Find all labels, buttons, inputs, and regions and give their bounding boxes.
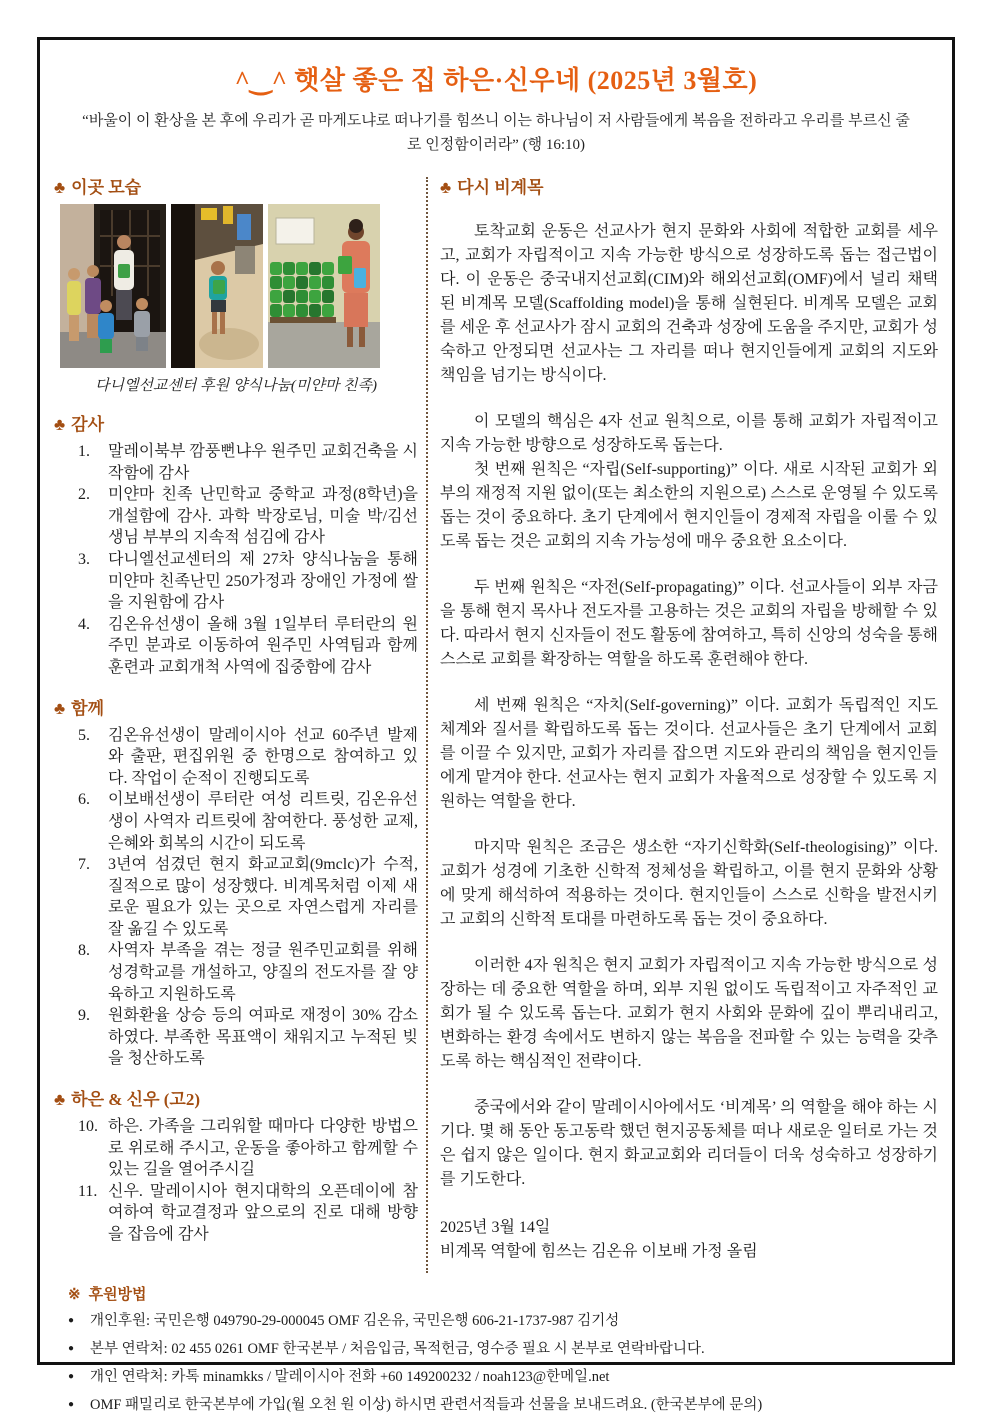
section-title-local-scenes: ♣ 이곳 모습: [54, 178, 142, 197]
support-info-item: [68, 1395, 940, 1416]
support-info-list: [68, 1311, 940, 1416]
prayer-item: [78, 1005, 418, 1070]
letter-date: 2025년 3월 14일: [440, 1219, 551, 1236]
support-info-text: 본부 연락처: 02 455 0261 OMF 한국본부 / 처음입금, 목적헌금, 영수증 필요 시 본부로 연락바랍니다.: [90, 1341, 705, 1358]
section-kids: [54, 1085, 418, 1246]
clover-icon: ♣: [440, 178, 452, 197]
clover-icon: ♣: [54, 1090, 66, 1110]
prayer-item-text: 사역자 부족을 겪는 정글 원주민교회를 위해 성경학교를 개설하고, 양질의 전도자를 잘 양육하고 지원하도록: [108, 942, 418, 1003]
prayer-item: [78, 549, 418, 614]
prayer-item-text: 3년여 섬겼던 현지 화교교회(9mclc)가 수적, 질적으로 많이 성장했다. 비계목처럼 이제 새로운 필요가 있는 곳으로 자연스럽게 자리를 잘 옮길 수 있도록: [108, 856, 418, 938]
clover-icon: ♣: [54, 698, 66, 718]
bullet-icon: ●: [68, 1399, 75, 1411]
prayer-item-number: 11.: [78, 1182, 98, 1200]
bullet-icon: ●: [68, 1315, 75, 1326]
photo-strip: [60, 204, 418, 368]
prayer-item-number: 1.: [78, 443, 90, 460]
prayer-item: [78, 1181, 418, 1246]
newsletter-page-frame: [37, 37, 955, 1414]
prayer-item-number: 8.: [78, 942, 90, 960]
prayer-item: [78, 1116, 418, 1181]
column-divider: [426, 177, 428, 1273]
right-column: [440, 173, 940, 1279]
reference-mark-icon: ※: [68, 1287, 81, 1303]
prayer-item: [78, 614, 418, 679]
prayer-item-number: 2.: [78, 486, 90, 504]
prayer-item-text: 김온유선생이 올해 3월 1일부터 루터란의 원주민 분과로 이동하여 원주민 사역팀과 함께 훈련과 교회개척 사역에 집중함에 감사: [108, 615, 418, 676]
support-info-text: 개인 연락처: 카톡 minamkks / 말레이시아 전화 +60 149200232 / noah123@한메일.net: [90, 1369, 610, 1386]
prayer-item-text: 김온유선생이 말레이시아 선교 60주년 발제와 출판, 편집위원 중 한명으로 참여하고 있다. 작업이 순적이 진행되도록: [108, 726, 418, 787]
photo-children-doorway: [60, 204, 166, 368]
prayer-item-text: 하은. 가족을 그리워할 때마다 다양한 방법으로 위로해 주시고, 운동을 좋아하고 함께할 수 있는 길을 열어주시길: [108, 1118, 418, 1179]
two-column-body: [52, 173, 940, 1279]
section-local-scenes: [54, 173, 418, 395]
scaffolding-paragraphs: [440, 220, 938, 1192]
prayer-item-text: 원화환율 상승 등의 여파로 재정이 30% 감소하였다. 부족한 목표액이 채워지고 누적된 빚을 청산하도록: [108, 1007, 418, 1068]
body-paragraph: 이 모델의 핵심은 4자 선교 원칙으로, 이를 통해 교회가 자립적이고 지속 가능한 방향으로 성장하도록 돕는다.: [440, 413, 938, 454]
prayer-item: [78, 441, 418, 484]
section-together: [54, 694, 418, 1071]
prayer-item: [78, 854, 418, 940]
support-info-item: [68, 1367, 940, 1388]
prayer-item-text: 다니엘선교센터의 제 27차 양식나눔을 통해 미얀마 친족난민 250가정과 장애인 가정에 쌀을 지원함에 감사: [108, 550, 418, 612]
prayer-item-text: 신우. 말레이시아 현지대학의 오픈데이에 참여하여 학교결정과 앞으로의 진로 대해 방향을 잡음에 감사: [108, 1182, 418, 1243]
section-title-together: ♣ 함께: [54, 698, 105, 718]
prayer-item-number: 7.: [78, 856, 90, 874]
support-info-text: OMF 패밀리로 한국본부에 가입(월 오천 원 이상) 하시면 관련서적들과 선물을 보내드려요. (한국본부에 문의): [90, 1397, 763, 1414]
photo-caption: 다니엘선교센터 후원 양식나눔(미얀마 친족): [94, 378, 378, 394]
bullet-icon: ●: [68, 1371, 75, 1383]
section-title-scaffolding: ♣ 다시 비계목: [440, 178, 544, 197]
prayer-item-number: 3.: [78, 550, 90, 568]
thanks-list: [54, 441, 418, 679]
body-paragraph: 첫 번째 원칙은 “자립(Self-supporting)” 이다. 새로 시작된 교회가 외부의 재정적 지원 없이(또는 최소한의 지원으로) 스스로 운영될 수 있도록 돕는 것이 중요하다. 초기 단계에서 현지인들이 경제적 자립을 이룰 수 있도록 돕는 것은 교회의 지속 가능성에 매우 중요한 요소이다.: [440, 461, 938, 550]
letter-signature: 비계목 역할에 힘쓰는 김온유 이보배 가정 올림: [440, 1243, 758, 1260]
prayer-item: [78, 940, 418, 1005]
body-paragraph: 토착교회 운동은 선교사가 현지 문화와 사회에 적합한 교회를 세우고, 교회가 자립적이고 지속 가능한 방식으로 성장하도록 돕는 접근법이다. 이 운동은 중국내지선교회(CIM)와 해외선교회(OMF)에서 널리 채택된 비계목 모델(Scaffolding model)을 통해 실현된다. 비계목 모델은 교회를 세운 후 선교사가 잠시 교회의 건축과 성장에 도움을 주지만, 교회가 성숙하고 안정되면 선교사는 그 자리를 떠나 현지인들에게 교회의 지도와 책임을 넘기는 방식이다.: [440, 223, 938, 384]
bullet-icon: ●: [68, 1343, 75, 1355]
support-info-text: 개인후원: 국민은행 049790-29-000045 OMF 김온유, 국민은행 606-21-1737-987 김기성: [90, 1313, 620, 1329]
section-title-kids: ♣ 하은 & 신우 (고2): [54, 1090, 200, 1110]
prayer-item-text: 말레이북부 깜풍뻔냐우 원주민 교회건축을 시작함에 감사: [108, 443, 418, 482]
support-info-item: [68, 1311, 940, 1332]
prayer-item-number: 9.: [78, 1007, 90, 1025]
body-paragraph: 중국에서와 같이 말레이시아에서도 ‘비계목’ 의 역할을 해야 하는 시기다. 몇 해 동안 동고동락 했던 현지공동체를 떠나 새로운 일터로 가는 것은 쉽지 않은 일이다. 현지 화교교회와 리더들이 더욱 성숙하고 성장하기를 기도한다.: [440, 1099, 938, 1188]
support-info: [52, 1283, 940, 1416]
support-info-item: [68, 1339, 940, 1360]
prayer-item-text: 미얀마 친족 난민학교 중학교 과정(8학년)을 개설함에 감사. 과학 박장로님, 미술 박/김선생님 부부의 지속적 섬김에 감사: [108, 486, 418, 547]
together-list: [54, 725, 418, 1071]
photo-child-street: [171, 204, 263, 368]
photo-woman-rice-bags: [268, 204, 380, 368]
kids-list: [54, 1116, 418, 1246]
newsletter-title: ^‿^ 햇살 좋은 집 하은·신우네 (2025년 3월호): [234, 66, 758, 95]
prayer-item-number: 10.: [78, 1118, 98, 1136]
body-paragraph: 두 번째 원칙은 “자전(Self-propagating)” 이다. 선교사들이 외부 자금을 통해 현지 목사나 전도자를 고용하는 것은 교회의 자립을 방해할 수 있다. 따라서 현지 신자들이 전도 활동에 참여하고, 특히 신앙의 성숙을 통해 스스로 교회를 확장하는 역할을 하도록 훈련해야 한다.: [440, 579, 938, 668]
section-scaffolding: [440, 173, 938, 1264]
left-column: [52, 173, 418, 1279]
prayer-item: [78, 789, 418, 854]
section-thanks: [54, 410, 418, 679]
prayer-item: [78, 484, 418, 549]
support-info-title: ※ 후원방법: [68, 1287, 147, 1303]
body-paragraph: 세 번째 원칙은 “자치(Self-governing)” 이다. 교회가 독립적인 지도 체계와 질서를 확립하도록 돕는 것이다. 선교사들은 초기 단계에서 교회를 이끌 수 있지만, 교회가 자리를 잡으면 지도와 관리의 책임을 현지인들에게 맡겨야 한다. 선교사는 현지 교회가 자율적으로 성장할 수 있도록 지원하는 역할을 한다.: [440, 697, 938, 810]
clover-icon: ♣: [54, 415, 66, 434]
body-paragraph: 마지막 원칙은 조금은 생소한 “자기신학화(Self-theologising)” 이다. 교회가 성경에 기초한 신학적 정체성을 확립하고, 이를 현지 문화와 상황에 맞게 해석하여 적용하는 것이다. 현지인들이 스스로 신학을 발전시키고 교회의 신학적 토대를 마련하도록 돕는 것이 중요하다.: [440, 839, 938, 928]
scripture-quote: “바울이 이 환상을 본 후에 우리가 곧 마게도냐로 떠나기를 힘쓰니 이는 하나님이 저 사람들에게 복음을 전하라고 우리를 부르신 줄로 인정함이러라” (행 16:10): [82, 113, 910, 153]
clover-icon: ♣: [54, 178, 66, 197]
prayer-item-text: 이보배선생이 루터란 여성 리트릿, 김온유선생이 사역자 리트릿에 참여한다. 풍성한 교제, 은혜와 회복의 시간이 되도록: [108, 791, 418, 852]
prayer-item-number: 6.: [78, 791, 90, 809]
prayer-item-number: 4.: [78, 615, 90, 633]
body-paragraph: 이러한 4자 원칙은 현지 교회가 자립적이고 지속 가능한 방식으로 성장하는 데 중요한 역할을 하며, 외부 지원 없이도 독립적이고 자주적인 교회가 될 수 있도록 돕는다. 교회가 현지 사회와 문화에 깊이 뿌리내리고, 변화하는 환경 속에서도 변하지 않는 복음을 전파할 수 있는 능력을 갖추도록 하는 핵심적인 전략이다.: [440, 957, 938, 1070]
prayer-item-number: 5.: [78, 726, 90, 744]
section-title-thanks: ♣ 감사: [54, 415, 105, 434]
prayer-item: [78, 725, 418, 790]
